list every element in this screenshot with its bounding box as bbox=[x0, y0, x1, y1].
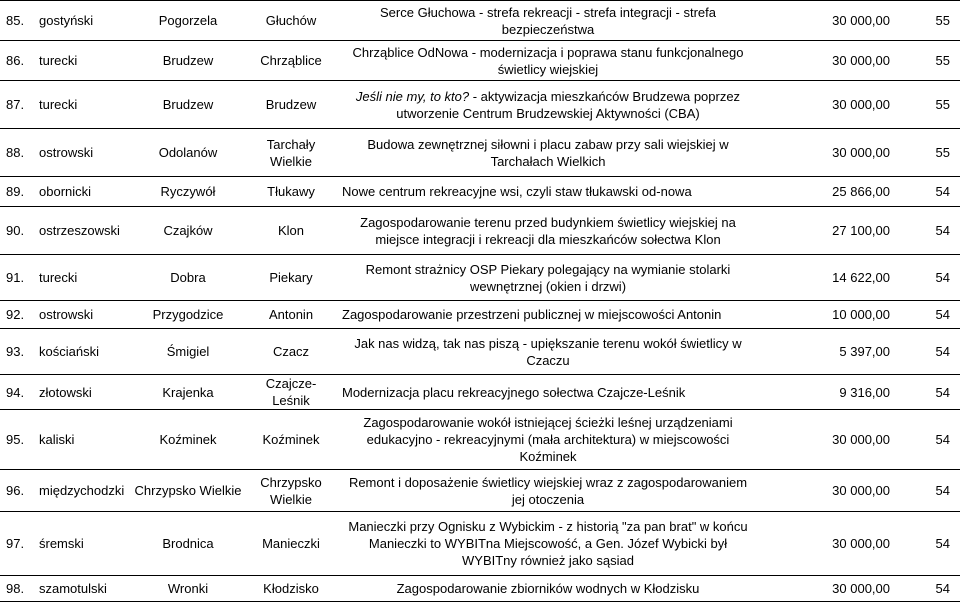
row-number: 92. bbox=[0, 301, 36, 329]
score-cell: 54 bbox=[890, 255, 960, 301]
project-title-cell: Zagospodarowanie terenu przed budynkiem świetlicy wiejskiej na miejsce integracji i rekreacji dla mieszkańców sołectwa Klon bbox=[336, 207, 760, 255]
solectwo-cell: Klon bbox=[246, 207, 336, 255]
row-number: 89. bbox=[0, 177, 36, 207]
project-title-cell: Zagospodarowanie przestrzeni publicznej w miejscowości Antonin bbox=[336, 301, 760, 329]
amount-cell: 30 000,00 bbox=[760, 470, 890, 512]
table-row bbox=[0, 329, 960, 375]
project-title-cell: Zagospodarowanie zbiorników wodnych w Kłodzisku bbox=[336, 576, 760, 602]
solectwo-cell: Tarchały Wielkie bbox=[246, 129, 336, 177]
table-row bbox=[0, 207, 960, 255]
powiat-cell: śremski bbox=[36, 512, 130, 576]
solectwo-cell: Koźminek bbox=[246, 410, 336, 470]
gmina-cell: Pogorzela bbox=[130, 1, 246, 41]
powiat-cell: turecki bbox=[36, 255, 130, 301]
row-number: 96. bbox=[0, 470, 36, 512]
powiat-cell: kościański bbox=[36, 329, 130, 375]
row-number: 98. bbox=[0, 576, 36, 602]
gmina-cell: Dobra bbox=[130, 255, 246, 301]
table-row bbox=[0, 410, 960, 470]
score-cell: 54 bbox=[890, 375, 960, 410]
solectwo-cell: Kłodzisko bbox=[246, 576, 336, 602]
project-title-cell: Remont strażnicy OSP Piekary polegający na wymianie stolarki wewnętrznej (okien i drzwi) bbox=[336, 255, 760, 301]
table-row bbox=[0, 81, 960, 129]
score-cell: 54 bbox=[890, 301, 960, 329]
gmina-cell: Koźminek bbox=[130, 410, 246, 470]
powiat-cell: ostrzeszowski bbox=[36, 207, 130, 255]
amount-cell: 9 316,00 bbox=[760, 375, 890, 410]
score-cell: 55 bbox=[890, 129, 960, 177]
gmina-cell: Brudzew bbox=[130, 81, 246, 129]
powiat-cell: kaliski bbox=[36, 410, 130, 470]
solectwo-cell: Chrząblice bbox=[246, 41, 336, 81]
project-title-rest: - aktywizacja mieszkańców Brudzewa poprzez utworzenie Centrum Brudzewskiej Aktywności (CBA) bbox=[396, 88, 741, 121]
table-row bbox=[0, 470, 960, 512]
score-cell: 54 bbox=[890, 576, 960, 602]
row-number: 97. bbox=[0, 512, 36, 576]
project-title-cell: Remont i doposażenie świetlicy wiejskiej wraz z zagospodarowaniem jej otoczenia bbox=[336, 470, 760, 512]
project-title-cell: Nowe centrum rekreacyjne wsi, czyli staw tłukawski od-nowa bbox=[336, 177, 760, 207]
amount-cell: 30 000,00 bbox=[760, 41, 890, 81]
row-number: 93. bbox=[0, 329, 36, 375]
solectwo-cell: Tłukawy bbox=[246, 177, 336, 207]
table-row bbox=[0, 177, 960, 207]
gmina-cell: Ryczywół bbox=[130, 177, 246, 207]
amount-cell: 30 000,00 bbox=[760, 1, 890, 41]
gmina-cell: Brudzew bbox=[130, 41, 246, 81]
powiat-cell: międzychodzki bbox=[36, 470, 130, 512]
row-number: 85. bbox=[0, 1, 36, 41]
powiat-cell: złotowski bbox=[36, 375, 130, 410]
amount-cell: 27 100,00 bbox=[760, 207, 890, 255]
amount-cell: 25 866,00 bbox=[760, 177, 890, 207]
row-number: 87. bbox=[0, 81, 36, 129]
gmina-cell: Przygodzice bbox=[130, 301, 246, 329]
solectwo-cell: Głuchów bbox=[246, 1, 336, 41]
row-number: 90. bbox=[0, 207, 36, 255]
gmina-cell: Śmigiel bbox=[130, 329, 246, 375]
powiat-cell: ostrowski bbox=[36, 129, 130, 177]
table-row bbox=[0, 301, 960, 329]
gmina-cell: Chrzypsko Wielkie bbox=[130, 470, 246, 512]
gmina-cell: Czajków bbox=[130, 207, 246, 255]
powiat-cell: turecki bbox=[36, 81, 130, 129]
solectwo-cell: Brudzew bbox=[246, 81, 336, 129]
amount-cell: 30 000,00 bbox=[760, 512, 890, 576]
score-cell: 55 bbox=[890, 1, 960, 41]
project-title-cell: Serce Głuchowa - strefa rekreacji - strefa integracji - strefa bezpieczeństwa bbox=[336, 1, 760, 41]
project-title-cell: Manieczki przy Ognisku z Wybickim - z historią "za pan brat" w końcu Manieczki to WYBITna Miejscowość, a Gen. Józef Wybicki był WYBITny również jako sąsiad bbox=[336, 512, 760, 576]
project-title-cell: Jak nas widzą, tak nas piszą - upiększanie terenu wokół świetlicy w Czaczu bbox=[336, 329, 760, 375]
score-cell: 54 bbox=[890, 512, 960, 576]
solectwo-cell: Chrzypsko Wielkie bbox=[246, 470, 336, 512]
solectwo-cell: Czajcze-Leśnik bbox=[246, 375, 336, 410]
score-cell: 55 bbox=[890, 41, 960, 81]
powiat-cell: ostrowski bbox=[36, 301, 130, 329]
solectwo-cell: Piekary bbox=[246, 255, 336, 301]
table-row bbox=[0, 255, 960, 301]
gmina-cell: Odolanów bbox=[130, 129, 246, 177]
row-number: 86. bbox=[0, 41, 36, 81]
solectwo-cell: Manieczki bbox=[246, 512, 336, 576]
gmina-cell: Krajenka bbox=[130, 375, 246, 410]
project-title-cell bbox=[336, 81, 760, 129]
powiat-cell: szamotulski bbox=[36, 576, 130, 602]
solectwo-cell: Antonin bbox=[246, 301, 336, 329]
score-cell: 54 bbox=[890, 177, 960, 207]
score-cell: 54 bbox=[890, 329, 960, 375]
row-number: 88. bbox=[0, 129, 36, 177]
amount-cell: 14 622,00 bbox=[760, 255, 890, 301]
table-row bbox=[0, 512, 960, 576]
table-row bbox=[0, 129, 960, 177]
solectwo-cell: Czacz bbox=[246, 329, 336, 375]
project-title-cell: Chrząblice OdNowa - modernizacja i poprawa stanu funkcjonalnego świetlicy wiejskiej bbox=[336, 41, 760, 81]
table-row bbox=[0, 1, 960, 41]
table-row bbox=[0, 41, 960, 81]
powiat-cell: turecki bbox=[36, 41, 130, 81]
amount-cell: 30 000,00 bbox=[760, 576, 890, 602]
amount-cell: 30 000,00 bbox=[760, 410, 890, 470]
powiat-cell: gostyński bbox=[36, 1, 130, 41]
project-title-italic: Jeśli nie my, to kto? bbox=[355, 88, 470, 104]
table-row bbox=[0, 375, 960, 410]
gmina-cell: Wronki bbox=[130, 576, 246, 602]
row-number: 91. bbox=[0, 255, 36, 301]
score-cell: 54 bbox=[890, 470, 960, 512]
amount-cell: 5 397,00 bbox=[760, 329, 890, 375]
project-title-cell: Zagospodarowanie wokół istniejącej ścieżki leśnej urządzeniami edukacyjno - rekreacyjnymi (mała architektura) w miejscowości Koźminek bbox=[336, 410, 760, 470]
project-title-cell: Modernizacja placu rekreacyjnego sołectwa Czajcze-Leśnik bbox=[336, 375, 760, 410]
row-number: 94. bbox=[0, 375, 36, 410]
amount-cell: 30 000,00 bbox=[760, 81, 890, 129]
row-number: 95. bbox=[0, 410, 36, 470]
table-row bbox=[0, 576, 960, 602]
gmina-cell: Brodnica bbox=[130, 512, 246, 576]
amount-cell: 10 000,00 bbox=[760, 301, 890, 329]
amount-cell: 30 000,00 bbox=[760, 129, 890, 177]
score-cell: 55 bbox=[890, 81, 960, 129]
project-title-cell: Budowa zewnętrznej siłowni i placu zabaw przy sali wiejskiej w Tarchałach Wielkich bbox=[336, 129, 760, 177]
powiat-cell: obornicki bbox=[36, 177, 130, 207]
score-cell: 54 bbox=[890, 207, 960, 255]
score-cell: 54 bbox=[890, 410, 960, 470]
